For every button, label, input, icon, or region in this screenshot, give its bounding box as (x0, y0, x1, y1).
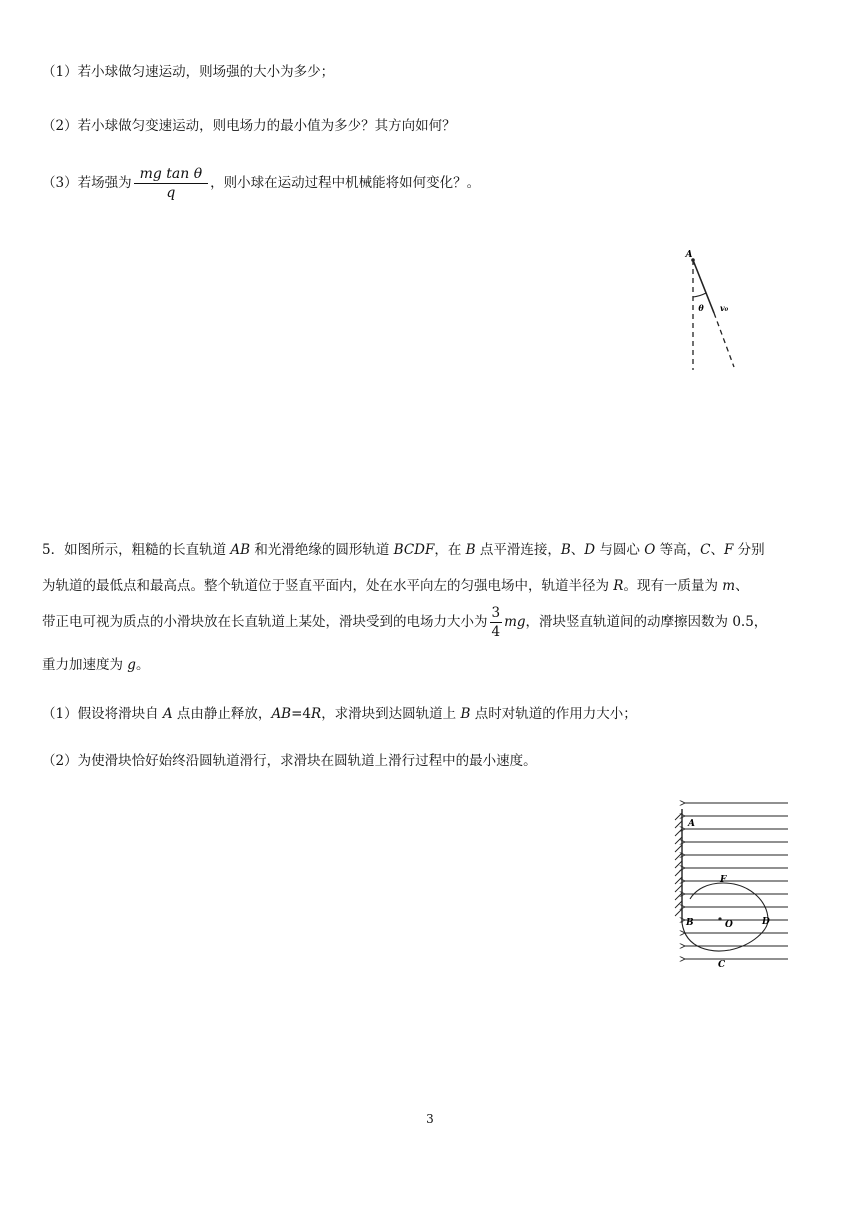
q5-text: （1）假设将滑块自 (42, 706, 163, 722)
q5-text: 点平滑连接， (475, 542, 561, 558)
q4-extension-dashed-line (714, 313, 734, 367)
q5-var-m: m (722, 578, 736, 594)
q5-text: ，滑块竖直轨道间的动摩擦因数为 0.5， (525, 614, 768, 630)
q4-angle-arc (693, 293, 706, 297)
q5-var-b: B (460, 706, 471, 722)
q5-var-b: B (465, 542, 476, 558)
q5-label-d: D (762, 917, 770, 927)
q5-line2 (42, 576, 749, 596)
q5-var-b: B (560, 542, 571, 558)
q5-part1 (42, 704, 637, 724)
q5-var-r: R (613, 578, 624, 594)
q4-part3-frac-num: mg tan θ (134, 165, 209, 184)
q5-text: 与圆心 (595, 542, 645, 558)
q4-part1: （1）若小球做匀速运动，则场强的大小为多少； (42, 64, 335, 80)
q5-label-c: C (718, 960, 726, 970)
q5-text: 5．如图所示，粗糙的长直轨道 (42, 542, 231, 558)
q5-text: 点时对轨道的作用力大小； (470, 706, 637, 722)
q5-text: 点由静止释放， (172, 706, 272, 722)
q5-text: 和光滑绝缘的圆形轨道 (250, 542, 394, 558)
q5-text: 、 (570, 542, 585, 558)
page-number: 3 (426, 1112, 434, 1126)
q5-label-a: A (688, 819, 695, 829)
q5-frac-den: 4 (491, 624, 501, 640)
q5-text: 、 (735, 578, 749, 594)
q5-figure (668, 795, 798, 975)
q5-force-fraction (490, 604, 503, 641)
q4-part3-prefix: （3）若场强为 (42, 175, 132, 191)
q5-text: 等高， (655, 542, 701, 558)
q5-var-f: F (723, 542, 734, 558)
q5-circular-track (682, 883, 768, 951)
q5-text: 带正电可视为质点的小滑块放在长直轨道上某处，滑块受到的电场力大小为 (42, 614, 488, 630)
q5-var-a: A (162, 706, 173, 722)
q5-var-g: g (127, 657, 136, 673)
q5-var-mg: mg (504, 614, 526, 630)
q5-text: 分别 (733, 542, 765, 558)
q4-part3-fraction (134, 165, 209, 202)
q5-center-point (718, 917, 721, 920)
q5-text: 重力加速度为 (42, 657, 128, 673)
q5-line4 (42, 655, 149, 675)
q5-text: 。现有一质量为 (623, 578, 723, 594)
q5-label-f: F (720, 875, 727, 885)
q5-part2: （2）为使滑块恰好始终沿圆轨道滑行，求滑块在圆轨道上滑行过程中的最小速度。 (42, 753, 537, 769)
q5-label-o: O (725, 920, 733, 930)
q5-text: ，求滑块到达圆轨道上 (321, 706, 461, 722)
q4-part3-suffix: ，则小球在运动过程中机械能将如何变化？。 (210, 175, 481, 191)
q5-var-o: O (644, 542, 656, 558)
q5-text: 。 (135, 657, 150, 673)
q5-text: =4 (291, 706, 312, 722)
q4-figure (670, 245, 750, 375)
q4-label-v0: v₀ (720, 303, 729, 313)
q5-var-bcdf: BCDF (393, 542, 435, 558)
q4-label-a: A (685, 250, 693, 260)
q5-frac-num: 3 (491, 605, 501, 621)
q5-var-ab: AB (271, 706, 292, 722)
q4-part3 (42, 165, 480, 202)
q5-text: 为轨道的最低点和最高点。整个轨道位于竖直平面内，处在水平向左的匀强电场中，轨道半径为 (42, 578, 614, 594)
q5-var-d: D (584, 542, 596, 558)
q5-text: 、 (710, 542, 724, 558)
q5-line3 (42, 604, 767, 641)
q4-part2: （2）若小球做匀变速运动，则电场力的最小值为多少？其方向如何？ (42, 118, 456, 134)
q5-text: ，在 (434, 542, 466, 558)
q4-part3-frac-den: q (166, 185, 176, 201)
q4-label-theta: θ (698, 303, 704, 313)
q5-label-b: B (686, 918, 694, 928)
q5-line1 (42, 540, 765, 560)
q5-var-c: C (700, 542, 711, 558)
q5-var-r: R (311, 706, 322, 722)
q5-wall-hatching (675, 813, 682, 916)
q5-field-lines (684, 803, 788, 959)
q5-var-ab: AB (230, 542, 251, 558)
